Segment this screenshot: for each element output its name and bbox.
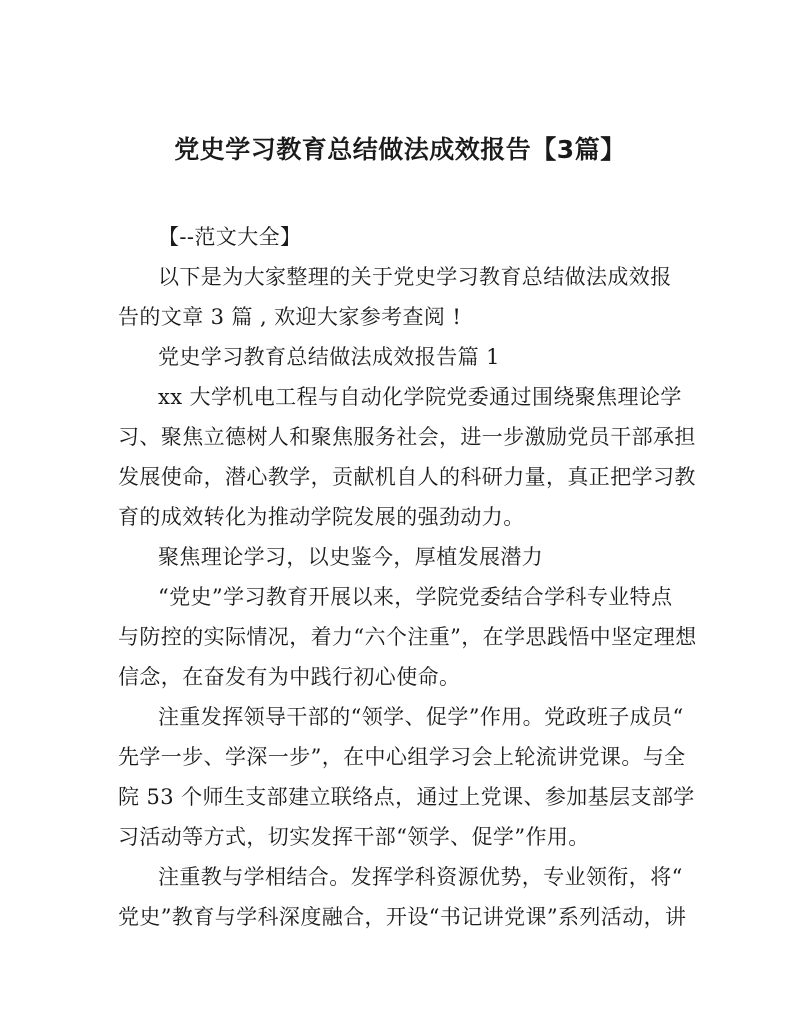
text-line: 发展使命，潜心教学，贡献机自人的科研力量，真正把学习教 (118, 465, 696, 489)
text-line: 习、聚焦立德树人和聚焦服务社会，进一步激励党员干部承担 (118, 425, 696, 449)
text-line: 习活动等方式，切实发挥干部“领学、促学”作用。 (118, 825, 590, 849)
text-line: 党史”教育与学科深度融合，开设“书记讲党课”系列活动，讲 (118, 905, 687, 929)
text-line: 先学一步、学深一步”，在中心组学习会上轮流讲党课。与全 (118, 745, 686, 769)
text-line: 告的文章 3 篇 , 欢迎大家参考查阅 ! (118, 305, 462, 329)
text-line: 以下是为大家整理的关于党史学习教育总结做法成效报 (158, 265, 672, 289)
document-title: 党史学习教育总结做法成效报告【3篇】 (174, 135, 626, 164)
text-line: 注重教与学相结合。发挥学科资源优势，专业领衔，将“ (158, 865, 683, 889)
section-heading: 党史学习教育总结做法成效报告篇 1 (158, 345, 500, 369)
text-line: 信念，在奋发有为中践行初心使命。 (118, 665, 461, 689)
text-line: “党史”学习教育开展以来，学院党委结合学科专业特点 (158, 585, 673, 609)
text-line: 与防控的实际情况，着力“六个注重”，在学思践悟中坚定理想 (118, 625, 697, 649)
text-line: 注重发挥领导干部的“领学、促学”作用。党政班子成员“ (158, 705, 684, 729)
subheading-line: 聚焦理论学习，以史鉴今，厚植发展潜力 (158, 545, 544, 569)
text-line: 育的成效转化为推动学院发展的强劲动力。 (118, 505, 525, 529)
text-line: xx 大学机电工程与自动化学院党委通过围绕聚焦理论学 (158, 385, 682, 409)
source-tag: 【--范文大全】 (158, 225, 302, 249)
text-line: 院 53 个师生支部建立联络点，通过上党课、参加基层支部学 (118, 785, 695, 809)
